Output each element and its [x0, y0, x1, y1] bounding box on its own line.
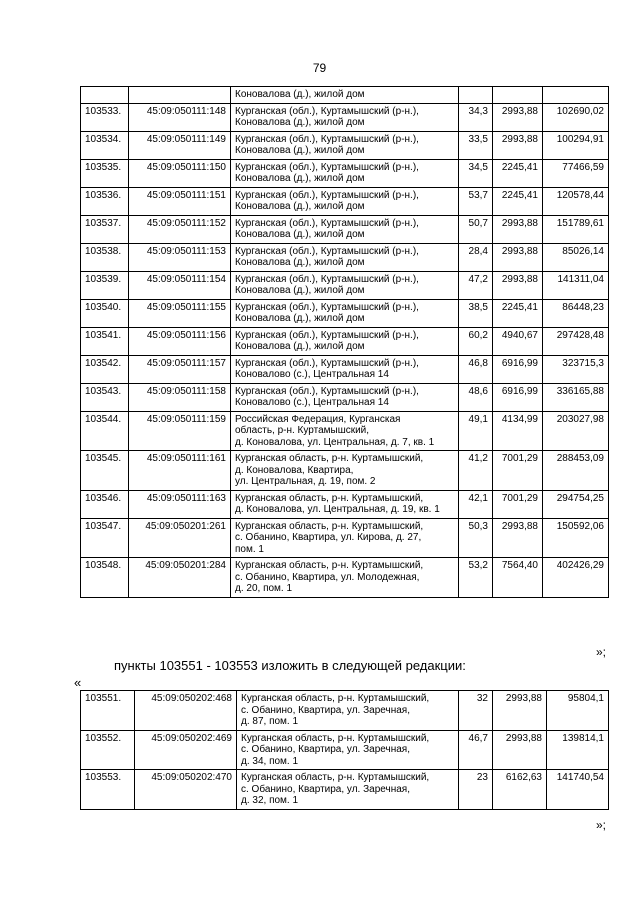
row-number-cell: 103544.	[81, 411, 129, 451]
area-cell: 49,1	[459, 411, 493, 451]
table-row	[81, 131, 609, 159]
unit-price-cell: 2993,88	[493, 215, 543, 243]
cadastral-number-cell: 45:09:050111:152	[129, 215, 231, 243]
area-cell: 33,5	[459, 131, 493, 159]
address-cell	[231, 558, 459, 598]
row-number-cell: 103545.	[81, 451, 129, 491]
total-value-cell	[543, 87, 609, 104]
total-value-cell: 203027,98	[543, 411, 609, 451]
table-row	[81, 215, 609, 243]
cadastral-number-cell: 45:09:050111:151	[129, 187, 231, 215]
area-cell	[459, 87, 493, 104]
address-line: Коновалова (д.), жилой дом	[235, 173, 365, 184]
row-number-cell: 103551.	[81, 691, 135, 731]
total-value-cell: 85026,14	[543, 243, 609, 271]
address-line: Коновалова (д.), жилой дом	[235, 229, 365, 240]
unit-price-cell: 2993,88	[493, 271, 543, 299]
address-line: Курганская область, р-н. Куртамышский,	[241, 732, 430, 744]
area-cell: 50,3	[459, 518, 493, 558]
table-row	[81, 770, 609, 810]
unit-price-cell: 2993,88	[493, 131, 543, 159]
amended-property-table	[80, 690, 609, 810]
total-value-cell: 86448,23	[543, 299, 609, 327]
area-cell: 42,1	[459, 490, 493, 518]
table-row	[81, 691, 609, 731]
area-cell: 34,3	[459, 103, 493, 131]
total-value-cell: 402426,29	[543, 558, 609, 598]
area-cell: 23	[459, 770, 493, 810]
unit-price-cell: 2993,88	[493, 518, 543, 558]
unit-price-cell: 4134,99	[493, 411, 543, 451]
address-cell	[231, 243, 459, 271]
area-cell: 34,5	[459, 159, 493, 187]
total-value-cell: 294754,25	[543, 490, 609, 518]
address-cell	[231, 131, 459, 159]
row-number-cell: 103547.	[81, 518, 129, 558]
address-line: Курганская (обл.), Куртамышский (р-н.),	[235, 189, 419, 201]
address-cell	[231, 215, 459, 243]
address-line: д. 87, пом. 1	[241, 716, 299, 727]
row-number-cell: 103536.	[81, 187, 129, 215]
cadastral-number-cell: 45:09:050111:148	[129, 103, 231, 131]
table-row	[81, 518, 609, 558]
row-number-cell: 103542.	[81, 355, 129, 383]
unit-price-cell: 2245,41	[493, 299, 543, 327]
unit-price-cell: 2993,88	[493, 730, 547, 770]
address-line: д. 20, пом. 1	[235, 583, 293, 594]
row-number-cell: 103535.	[81, 159, 129, 187]
address-cell	[237, 770, 459, 810]
table-row	[81, 451, 609, 491]
address-line: Курганская область, р-н. Куртамышский,	[235, 453, 424, 464]
area-cell: 32	[459, 691, 493, 731]
total-value-cell: 297428,48	[543, 327, 609, 355]
address-cell	[231, 383, 459, 411]
address-line: д. 32, пом. 1	[241, 795, 299, 806]
table-row	[81, 411, 609, 451]
unit-price-cell: 6916,99	[493, 383, 543, 411]
row-number-cell: 103540.	[81, 299, 129, 327]
address-line: Курганская (обл.), Куртамышский (р-н.),	[235, 105, 419, 117]
address-cell	[231, 490, 459, 518]
cadastral-number-cell: 45:09:050111:154	[129, 271, 231, 299]
table-row	[81, 159, 609, 187]
unit-price-cell: 4940,67	[493, 327, 543, 355]
area-cell: 48,6	[459, 383, 493, 411]
row-number-cell: 103543.	[81, 383, 129, 411]
cadastral-number-cell: 45:09:050111:153	[129, 243, 231, 271]
table-row	[81, 730, 609, 770]
table-row	[81, 383, 609, 411]
total-value-cell: 102690,02	[543, 103, 609, 131]
total-value-cell: 120578,44	[543, 187, 609, 215]
total-value-cell: 95804,1	[547, 691, 609, 731]
total-value-cell: 336165,88	[543, 383, 609, 411]
address-line: Курганская (обл.), Куртамышский (р-н.),	[235, 273, 419, 285]
total-value-cell: 288453,09	[543, 451, 609, 491]
address-line: Курганская область, р-н. Куртамышский,	[235, 560, 424, 571]
address-cell	[231, 327, 459, 355]
area-cell: 46,8	[459, 355, 493, 383]
address-cell	[231, 355, 459, 383]
table-row	[81, 187, 609, 215]
row-number-cell: 103546.	[81, 490, 129, 518]
address-line: Российская Федерация, Курганская	[235, 413, 401, 425]
table-row	[81, 271, 609, 299]
cadastral-number-cell: 45:09:050202:470	[135, 770, 237, 810]
total-value-cell: 151789,61	[543, 215, 609, 243]
cadastral-number-cell: 45:09:050111:157	[129, 355, 231, 383]
table-row	[81, 490, 609, 518]
row-number-cell: 103552.	[81, 730, 135, 770]
cadastral-number-cell: 45:09:050111:155	[129, 299, 231, 327]
unit-price-cell: 6916,99	[493, 355, 543, 383]
address-line: Коновалово (с.), Центральная 14	[235, 369, 389, 380]
unit-price-cell: 7001,29	[493, 451, 543, 491]
cadastral-number-cell: 45:09:050111:156	[129, 327, 231, 355]
address-line: Коновалова (д.), жилой дом	[235, 89, 365, 100]
unit-price-cell: 2245,41	[493, 159, 543, 187]
address-line: Коновалова (д.), жилой дом	[235, 257, 365, 268]
table-row	[81, 103, 609, 131]
address-line: Коновалова (д.), жилой дом	[235, 341, 365, 352]
total-value-cell: 141311,04	[543, 271, 609, 299]
area-cell: 53,2	[459, 558, 493, 598]
area-cell: 50,7	[459, 215, 493, 243]
area-cell: 28,4	[459, 243, 493, 271]
area-cell: 47,2	[459, 271, 493, 299]
cadastral-number-cell: 45:09:050201:284	[129, 558, 231, 598]
address-line: Курганская (обл.), Куртамышский (р-н.),	[235, 329, 419, 341]
address-line: с. Обанино, Квартира, ул. Молодежная,	[235, 571, 420, 583]
closing-quote: »;	[595, 645, 606, 659]
address-line: с. Обанино, Квартира, ул. Заречная,	[241, 783, 410, 795]
unit-price-cell: 2245,41	[493, 187, 543, 215]
area-cell: 53,7	[459, 187, 493, 215]
address-line: Курганская (обл.), Куртамышский (р-н.),	[235, 245, 419, 257]
address-line: Курганская (обл.), Куртамышский (р-н.),	[235, 357, 419, 369]
address-cell	[231, 411, 459, 451]
total-value-cell: 100294,91	[543, 131, 609, 159]
address-cell	[231, 271, 459, 299]
table-row	[81, 558, 609, 598]
cadastral-number-cell: 45:09:050111:161	[129, 451, 231, 491]
address-line: область, р-н. Куртамышский,	[235, 425, 370, 436]
table-row	[81, 355, 609, 383]
address-line: с. Обанино, Квартира, ул. Заречная,	[241, 744, 410, 755]
total-value-cell: 323715,3	[543, 355, 609, 383]
address-cell	[237, 730, 459, 770]
address-line: д. Коновалова, ул. Центральная, д. 7, кв. 1	[235, 436, 435, 448]
address-line: д. Коновалова, Квартира,	[235, 464, 354, 476]
cadastral-number-cell: 45:09:050111:150	[129, 159, 231, 187]
address-cell	[231, 451, 459, 491]
area-cell: 38,5	[459, 299, 493, 327]
unit-price-cell: 2993,88	[493, 103, 543, 131]
row-number-cell: 103537.	[81, 215, 129, 243]
address-line: Коновалово (с.), Центральная 14	[235, 397, 389, 408]
row-number-cell: 103538.	[81, 243, 129, 271]
area-cell: 46,7	[459, 730, 493, 770]
unit-price-cell: 7001,29	[493, 490, 543, 518]
cadastral-number-cell: 45:09:050202:468	[135, 691, 237, 731]
row-number-cell: 103548.	[81, 558, 129, 598]
address-line: Курганская область, р-н. Куртамышский,	[235, 492, 424, 504]
opening-quote: «	[74, 675, 82, 690]
address-line: Курганская (обл.), Куртамышский (р-н.),	[235, 133, 419, 145]
page-number: 79	[312, 61, 327, 75]
address-line: Курганская (обл.), Куртамышский (р-н.),	[235, 385, 419, 397]
address-line: д. 34, пом. 1	[241, 755, 299, 767]
address-line: Курганская область, р-н. Куртамышский,	[241, 772, 430, 783]
unit-price-cell: 6162,63	[493, 770, 547, 810]
unit-price-cell	[493, 87, 543, 104]
unit-price-cell: 7564,40	[493, 558, 543, 598]
address-line: с. Обанино, Квартира, ул. Заречная,	[241, 704, 410, 716]
row-number-cell: 103533.	[81, 103, 129, 131]
address-line: Коновалова (д.), жилой дом	[235, 145, 365, 156]
address-line: Курганская (обл.), Куртамышский (р-н.),	[235, 217, 419, 229]
address-cell	[231, 299, 459, 327]
cadastral-number-cell: 45:09:050111:158	[129, 383, 231, 411]
address-line: Курганская область, р-н. Куртамышский,	[235, 520, 424, 532]
cadastral-number-cell: 45:09:050202:469	[135, 730, 237, 770]
cadastral-number-cell: 45:09:050201:261	[129, 518, 231, 558]
address-cell	[231, 187, 459, 215]
unit-price-cell: 2993,88	[493, 243, 543, 271]
total-value-cell: 141740,54	[547, 770, 609, 810]
cadastral-number-cell: 45:09:050111:149	[129, 131, 231, 159]
cadastral-number-cell: 45:09:050111:159	[129, 411, 231, 451]
address-line: Курганская (обл.), Куртамышский (р-н.),	[235, 301, 419, 313]
total-value-cell: 150592,06	[543, 518, 609, 558]
address-line: д. Коновалова, ул. Центральная, д. 19, кв. 1	[235, 504, 440, 515]
amendment-instruction: пункты 103551 - 103553 изложить в следующей редакции:	[114, 658, 466, 673]
row-number-cell	[81, 87, 129, 104]
area-cell: 60,2	[459, 327, 493, 355]
table-row	[81, 243, 609, 271]
property-table	[80, 86, 609, 598]
address-line: Курганская (обл.), Куртамышский (р-н.),	[235, 161, 419, 173]
address-line: Коновалова (д.), жилой дом	[235, 201, 365, 212]
cadastral-number-cell: 45:09:050111:163	[129, 490, 231, 518]
address-cell	[231, 159, 459, 187]
total-value-cell: 77466,59	[543, 159, 609, 187]
table-row	[81, 327, 609, 355]
unit-price-cell: 2993,88	[493, 691, 547, 731]
address-cell	[237, 691, 459, 731]
closing-quote: »;	[595, 818, 606, 832]
row-number-cell: 103539.	[81, 271, 129, 299]
address-line: Коновалова (д.), жилой дом	[235, 117, 365, 128]
address-cell	[231, 87, 459, 104]
row-number-cell: 103534.	[81, 131, 129, 159]
cadastral-number-cell	[129, 87, 231, 104]
area-cell: 41,2	[459, 451, 493, 491]
address-line: Коновалова (д.), жилой дом	[235, 285, 365, 296]
address-line: ул. Центральная, д. 19, пом. 2	[235, 476, 376, 487]
table-row	[81, 87, 609, 104]
address-cell	[231, 518, 459, 558]
address-cell	[231, 103, 459, 131]
row-number-cell: 103553.	[81, 770, 135, 810]
address-line: с. Обанино, Квартира, ул. Кирова, д. 27,	[235, 532, 422, 543]
row-number-cell: 103541.	[81, 327, 129, 355]
total-value-cell: 139814,1	[547, 730, 609, 770]
address-line: Коновалова (д.), жилой дом	[235, 313, 365, 324]
address-line: пом. 1	[235, 543, 264, 555]
table-row	[81, 299, 609, 327]
address-line: Курганская область, р-н. Куртамышский,	[241, 693, 430, 704]
